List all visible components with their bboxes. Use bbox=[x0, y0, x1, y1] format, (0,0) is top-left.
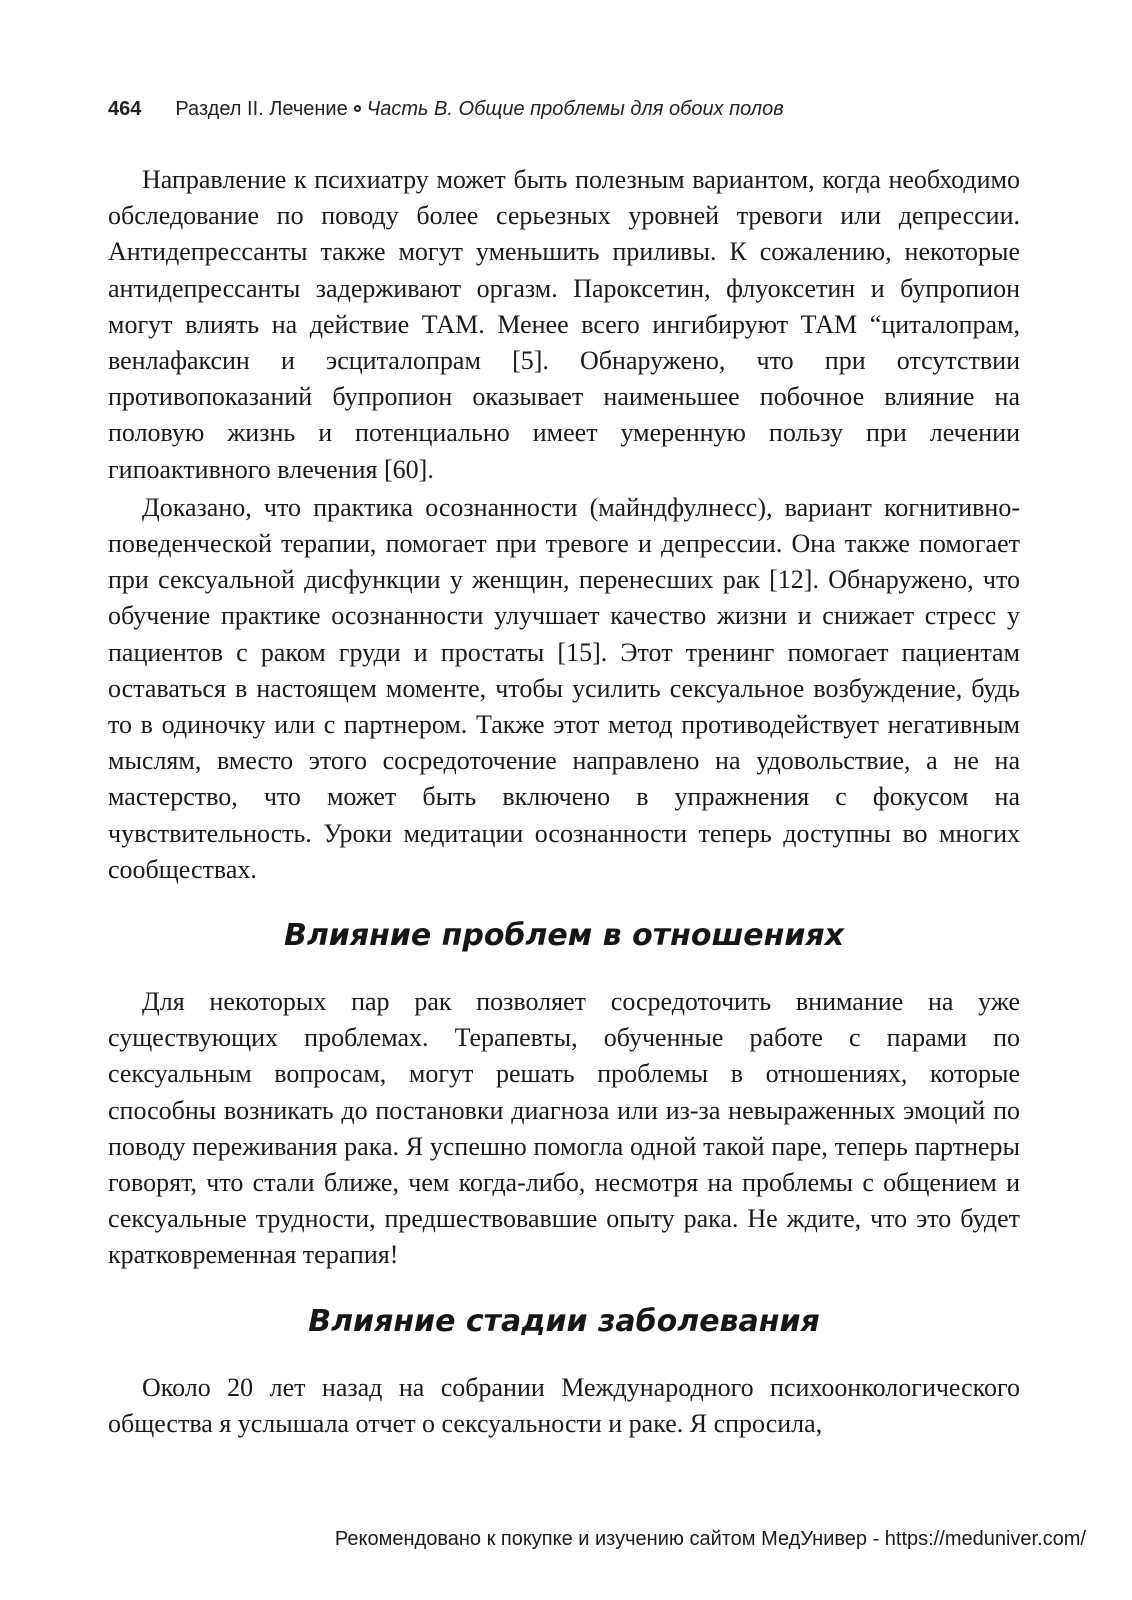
body-paragraph-2: Доказано, что практика осознанности (майндфулнесс), вариант когнитивно-поведенческой терапии, помогает при тревоге и депрессии. Она также помогает при сексуальной дисфункции у женщин, перенесших рак [12]. Обнаружено, что обучение практике осознанности улучшает качество жизни и снижает стресс у пациентов с раком груди и простаты [15]. Этот тренинг помогает пациентам оставаться в настоящем моменте, чтобы усилить сексуальное возбуждение, будь то в одиночку или с партнером. Также этот метод противодействует негативным мыслям, вместо этого сосредоточение направлено на удовольствие, а не на мастерство, что может быть включено в упражнения с фокусом на чувствительность. Уроки медитации осознанности теперь доступны во многих сообществах. bbox=[108, 492, 1020, 884]
section-heading-stage: Влияние стадии заболевания bbox=[308, 1303, 820, 1339]
bullet-separator-icon bbox=[354, 105, 361, 112]
book-page bbox=[108, 96, 1020, 1442]
body-paragraph-stage: Около 20 лет назад на собрании Международного психоонкологического общества я услышала отчет о сексуальности и раке. Я спросила, bbox=[108, 1372, 1020, 1438]
running-head-part: Часть В. Общие проблемы для обоих полов bbox=[366, 98, 784, 120]
running-head bbox=[108, 96, 1020, 122]
page-number: 464 bbox=[108, 98, 142, 120]
body-paragraph-1: Направление к психиатру может быть полезным вариантом, когда необходимо обследование по поводу более серьезных уровней тревоги или депрессии. Антидепрессанты также могут уменьшить приливы. К сожалению, некоторые антидепрессанты задерживают оргазм. Пароксетин, флуоксетин и бупропион могут влиять на действие ТАМ. Менее всего ингибируют ТАМ “циталопрам, венлафаксин и эсциталопрам [5]. Обнаружено, что при отсутствии противопоказаний бупропион оказывает наименьшее побочное влияние на половую жизнь и потенциально имеет умеренную пользу при лечении гипоактивного влечения [60]. bbox=[108, 165, 1020, 484]
body-paragraph-relationships: Для некоторых пар рак позволяет сосредоточить внимание на уже существующих проблемах. Терапевты, обученные работе с парами по сексуальным вопросам, могут решать проблемы в отношениях, которые способны возникать до постановки диагноза или из-за невыраженных эмоций по поводу переживания рака. Я успешно помогла одной такой паре, теперь партнеры говорят, что стали ближе, чем когда-либо, несмотря на проблемы с общением и сексуальные трудности, предшествовавшие опыту рака. Не ждите, что это будет кратковременная терапия! bbox=[108, 987, 1020, 1270]
section-heading-relationships: Влияние проблем в отношениях bbox=[283, 918, 845, 954]
running-head-section: Раздел II. Лечение bbox=[175, 98, 348, 120]
footer-watermark: Рекомендовано к покупке и изучению сайтом МедУнивер - https://meduniver.com/ bbox=[334, 1528, 1086, 1550]
